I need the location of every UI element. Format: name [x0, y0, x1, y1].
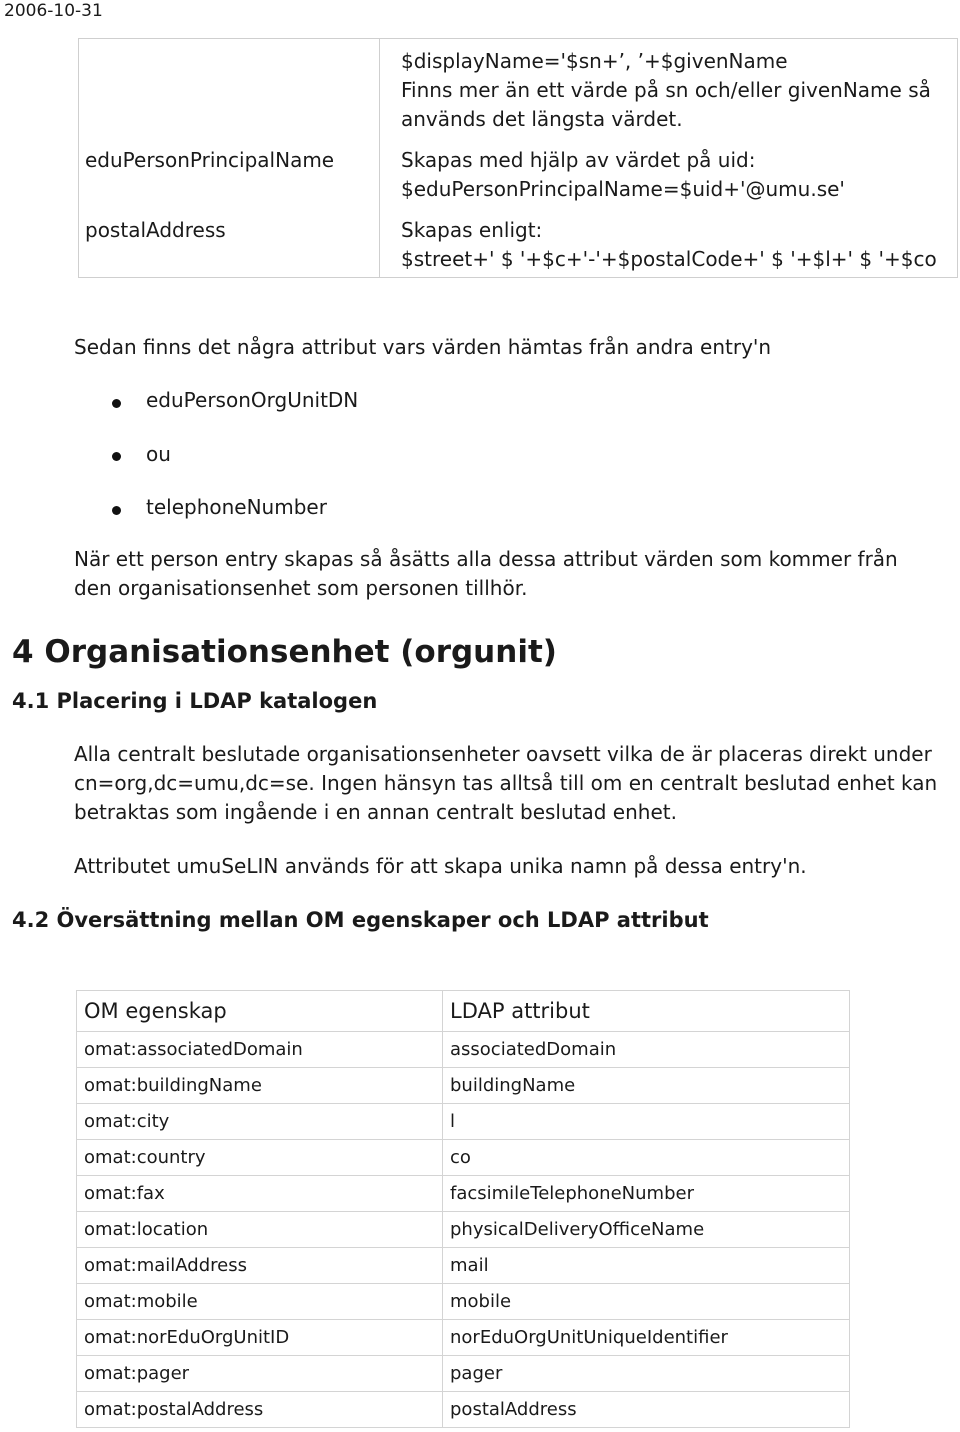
- ldap-cell: norEduOrgUnitUniqueIdentifier: [443, 1320, 850, 1356]
- table-row: [77, 1248, 850, 1284]
- om-cell: omat:pager: [77, 1356, 443, 1392]
- ldap-cell: l: [443, 1104, 850, 1140]
- subsection-heading: 4.2 Översättning mellan OM egenskaper och LDAP attribut: [12, 908, 709, 932]
- bullet-icon: [112, 506, 121, 515]
- table-row: [77, 1176, 850, 1212]
- ldap-cell: facsimileTelephoneNumber: [443, 1176, 850, 1212]
- column-header-ldap: LDAP attribut: [443, 991, 850, 1032]
- column-header-om: OM egenskap: [77, 991, 443, 1032]
- table-row: [77, 1068, 850, 1104]
- intro-paragraph: Sedan finns det några attribut vars värden hämtas från andra entry'n: [74, 335, 772, 359]
- table-row: [77, 1356, 850, 1392]
- placement-paragraph-line: Alla centralt beslutade organisationsenheter oavsett vilka de är placeras direkt under: [74, 742, 932, 766]
- table-row: [77, 1104, 850, 1140]
- subsection-heading: 4.1 Placering i LDAP katalogen: [12, 689, 378, 713]
- om-cell: omat:country: [77, 1140, 443, 1176]
- rule-line: Finns mer än ett värde på sn och/eller givenName så: [401, 78, 931, 102]
- rule-line: $displayName='$sn+’, ’+$givenName: [401, 49, 788, 73]
- assignment-paragraph-line: den organisationsenhet som personen tillhör.: [74, 576, 528, 600]
- om-cell: omat:norEduOrgUnitID: [77, 1320, 443, 1356]
- placement-paragraph-line: betraktas som ingående i en annan centralt beslutad enhet.: [74, 800, 677, 824]
- placement-paragraph-line: cn=org,dc=umu,dc=se. Ingen hänsyn tas alltså till om en centralt beslutad enhet kan: [74, 771, 938, 795]
- attribute-rules-table: [78, 38, 958, 278]
- ldap-cell: postalAddress: [443, 1392, 850, 1428]
- rule-line: $street+' $ '+$c+'-'+$postalCode+' $ '+$l+' $ '+$co: [401, 247, 937, 271]
- attribute-name: postalAddress: [85, 218, 226, 242]
- ldap-cell: mail: [443, 1248, 850, 1284]
- om-cell: omat:city: [77, 1104, 443, 1140]
- table-row: [77, 1284, 850, 1320]
- ldap-cell: co: [443, 1140, 850, 1176]
- list-item: ou: [146, 442, 171, 466]
- list-item: telephoneNumber: [146, 495, 327, 519]
- list-item: eduPersonOrgUnitDN: [146, 388, 359, 412]
- table-column-divider: [379, 39, 380, 277]
- ldap-cell: associatedDomain: [443, 1032, 850, 1068]
- om-ldap-mapping-table: [76, 990, 850, 1428]
- attribute-name: eduPersonPrincipalName: [85, 148, 335, 172]
- table-row: [77, 1212, 850, 1248]
- table-header-row: [77, 991, 850, 1032]
- assignment-paragraph-line: När ett person entry skapas så åsätts alla dessa attribut värden som kommer från: [74, 547, 898, 571]
- om-cell: omat:mailAddress: [77, 1248, 443, 1284]
- ldap-cell: mobile: [443, 1284, 850, 1320]
- rule-line: Skapas enligt:: [401, 218, 543, 242]
- om-cell: omat:location: [77, 1212, 443, 1248]
- ldap-cell: physicalDeliveryOfficeName: [443, 1212, 850, 1248]
- bullet-icon: [112, 399, 121, 408]
- naming-paragraph: Attributet umuSeLIN används för att skapa unika namn på dessa entry'n.: [74, 854, 807, 878]
- rule-line: Skapas med hjälp av värdet på uid:: [401, 148, 756, 172]
- page-date: 2006-10-31: [4, 1, 103, 21]
- bullet-icon: [112, 452, 121, 461]
- ldap-cell: pager: [443, 1356, 850, 1392]
- table-row: [77, 1392, 850, 1428]
- om-cell: omat:associatedDomain: [77, 1032, 443, 1068]
- om-cell: omat:postalAddress: [77, 1392, 443, 1428]
- table-row: [77, 1140, 850, 1176]
- ldap-cell: buildingName: [443, 1068, 850, 1104]
- om-cell: omat:fax: [77, 1176, 443, 1212]
- table-row: [77, 1032, 850, 1068]
- section-heading: 4 Organisationsenhet (orgunit): [12, 634, 557, 670]
- rule-line: används det längsta värdet.: [401, 107, 683, 131]
- rule-line: $eduPersonPrincipalName=$uid+'@umu.se': [401, 177, 845, 201]
- om-cell: omat:buildingName: [77, 1068, 443, 1104]
- om-cell: omat:mobile: [77, 1284, 443, 1320]
- table-row: [77, 1320, 850, 1356]
